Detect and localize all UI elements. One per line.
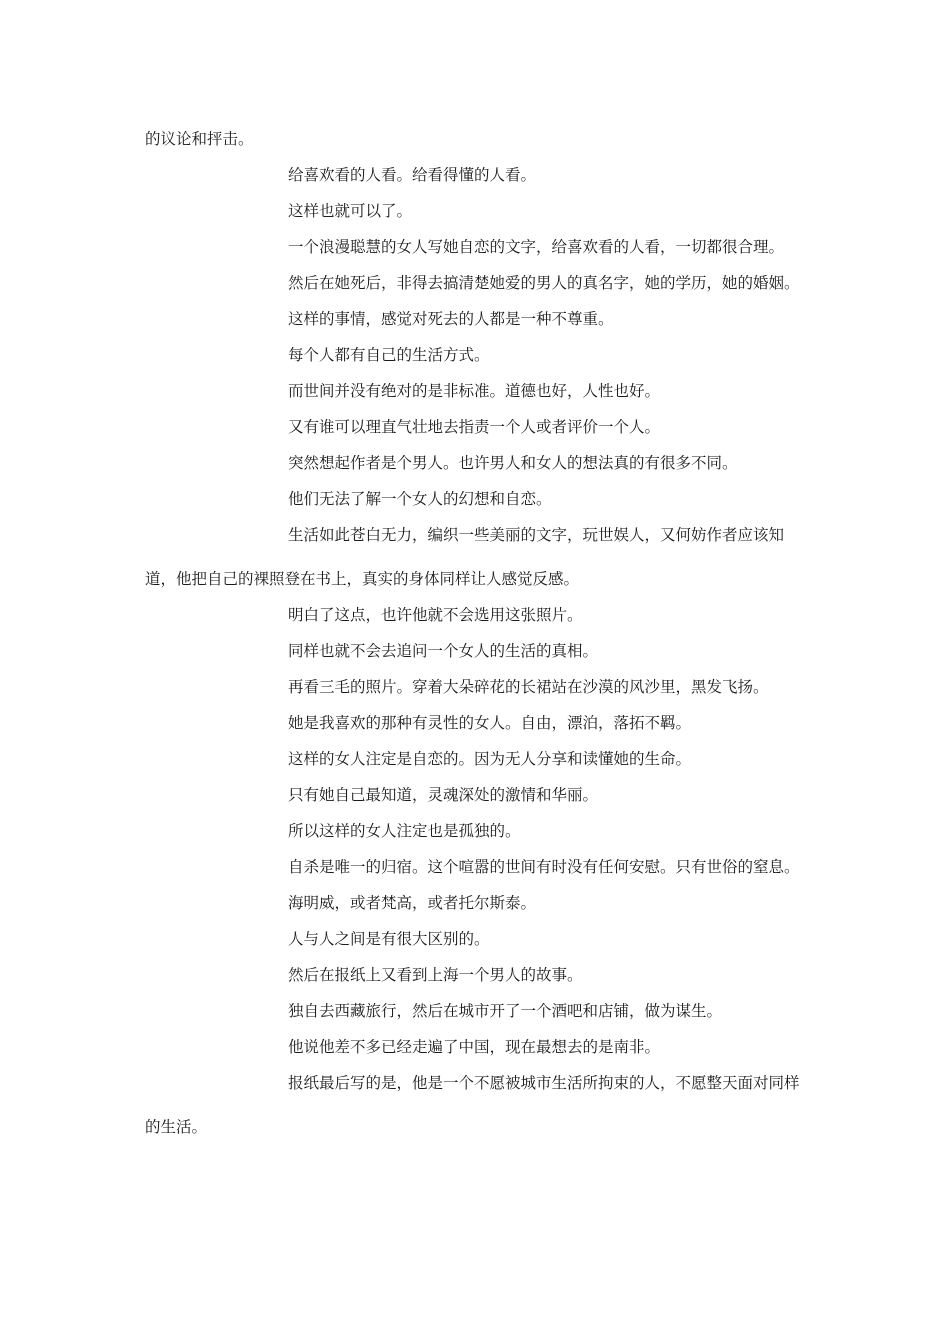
paragraph: 只有她自己最知道，灵魂深处的激情和华丽。 bbox=[288, 786, 599, 804]
paragraph: 突然想起作者是个男人。也许男人和女人的想法真的有很多不同。 bbox=[288, 454, 738, 472]
paragraph: 每个人都有自己的生活方式。 bbox=[288, 346, 490, 364]
paragraph: 这样也就可以了。 bbox=[288, 202, 413, 220]
paragraph: 报纸最后写的是，他是一个不愿被城市生活所拘束的人，不愿整天面对同样的生活。 bbox=[145, 1074, 800, 1136]
paragraph: 这样的女人注定是自恋的。因为无人分享和读懂她的生命。 bbox=[288, 750, 692, 768]
paragraph: 独自去西藏旅行，然后在城市开了一个酒吧和店铺，做为谋生。 bbox=[288, 1002, 723, 1020]
body-text bbox=[145, 121, 810, 1145]
paragraph: 生活如此苍白无力，编织一些美丽的文字，玩世娱人，又何妨作者应该知道，他把自己的裸照登在书上，真实的身体同样让人感觉反感。 bbox=[145, 526, 785, 588]
paragraph: 自杀是唯一的归宿。这个喧嚣的世间有时没有任何安慰。只有世俗的窒息。 bbox=[288, 858, 800, 876]
paragraph: 她是我喜欢的那种有灵性的女人。自由，漂泊，落拓不羁。 bbox=[288, 714, 692, 732]
paragraph: 的议论和抨击。 bbox=[145, 130, 254, 148]
paragraph: 所以这样的女人注定也是孤独的。 bbox=[288, 822, 521, 840]
paragraph: 这样的事情，感觉对死去的人都是一种不尊重。 bbox=[288, 310, 614, 328]
paragraph: 然后在报纸上又看到上海一个男人的故事。 bbox=[288, 966, 583, 984]
paragraph: 同样也就不会去追问一个女人的生活的真相。 bbox=[288, 642, 599, 660]
paragraph: 给喜欢看的人看。给看得懂的人看。 bbox=[288, 166, 537, 184]
paragraph: 而世间并没有绝对的是非标准。道德也好，人性也好。 bbox=[288, 382, 661, 400]
paragraph: 再看三毛的照片。穿着大朵碎花的长裙站在沙漠的风沙里，黑发飞扬。 bbox=[288, 678, 769, 696]
paragraph: 然后在她死后，非得去搞清楚她爱的男人的真名字，她的学历，她的婚姻。 bbox=[288, 274, 800, 292]
paragraph: 明白了这点，也许他就不会选用这张照片。 bbox=[288, 606, 583, 624]
paragraph: 人与人之间是有很大区别的。 bbox=[288, 930, 490, 948]
paragraph: 他们无法了解一个女人的幻想和自恋。 bbox=[288, 490, 552, 508]
paragraph: 海明威，或者梵高，或者托尔斯泰。 bbox=[288, 894, 537, 912]
paragraph: 他说他差不多已经走遍了中国，现在最想去的是南非。 bbox=[288, 1038, 661, 1056]
paragraph: 一个浪漫聪慧的女人写她自恋的文字，给喜欢看的人看，一切都很合理。 bbox=[288, 238, 785, 256]
paragraph: 又有谁可以理直气壮地去指责一个人或者评价一个人。 bbox=[288, 418, 661, 436]
